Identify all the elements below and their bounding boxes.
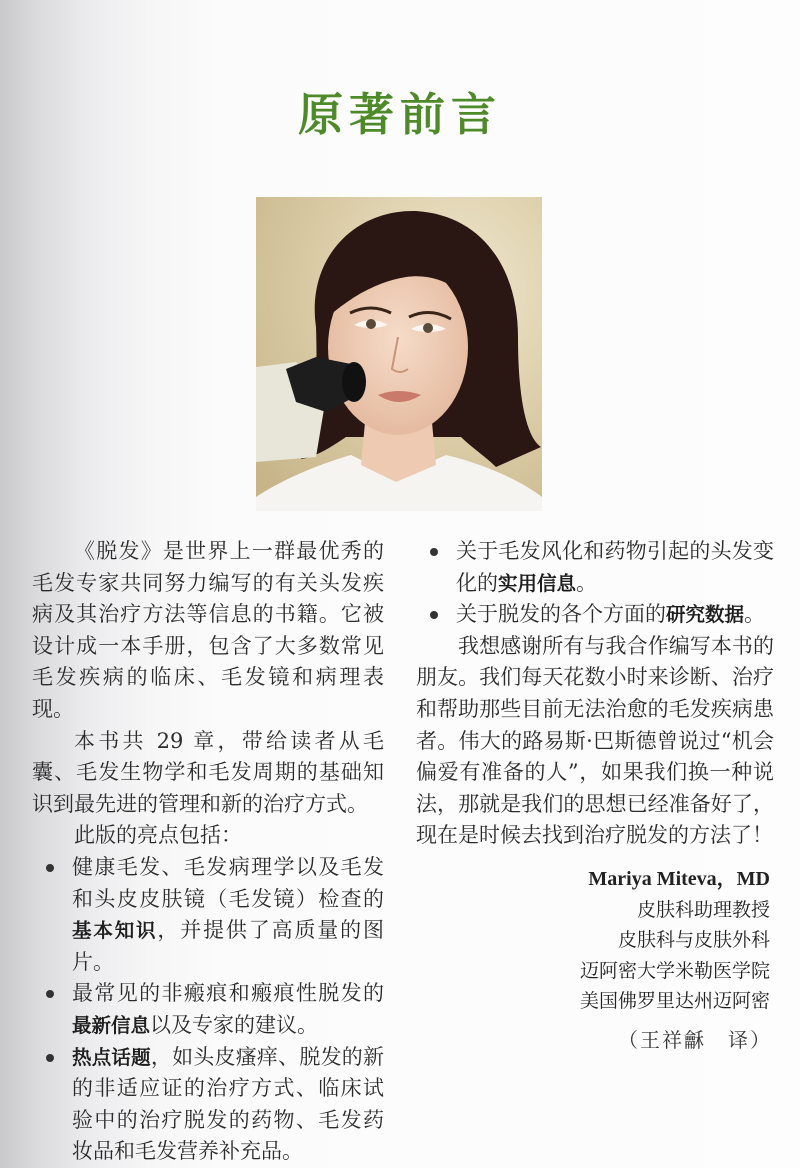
author-signature [450,864,770,1017]
bullet-icon [430,611,438,619]
author-department: 皮肤科与皮肤外科 [617,929,770,951]
bullet-icon [46,1054,54,1062]
author-name: Mariya Miteva，MD [588,868,770,890]
chapters-paragraph: 本书共 29 章，带给读者从毛囊、毛发生物学和毛发周期的基础知识到最先进的管理和新的治疗方式。 [32,728,384,816]
intro-paragraph: 《脱发》是世界上一群最优秀的毛发专家共同努力编写的有关头发疾病及其治疗方法等信息的书籍。它被设计成一本手册，包含了大多数常见毛发疾病的临床、毛发镜和病理表现。 [32,539,384,721]
portrait-photo-icon [256,197,542,511]
bullet-item: 热点话题，如头皮瘙痒、脱发的新的非适应证的治疗方式、临床试验中的治疗脱发的药物、毛发药妆品和毛发营养补充品。 [32,1042,384,1168]
bullet-item: 最常见的非瘢痕和瘢痕性脱发的最新信息以及专家的建议。 [32,978,384,1041]
bullet-icon [46,990,54,998]
author-institution: 迈阿密大学米勒医学院 [579,959,770,982]
thanks-paragraph: 我想感谢所有与我合作编写本书的朋友。我们每天花数小时来诊断、治疗和帮助那些目前无法治愈的毛发疾病患者。伟大的路易斯·巴斯德曾说过“机会偏爱有准备的人”，如果我们换一种说法，那就是我们的思想已经准备好了，现在是时候去找到治疗脱发的方法了！ [416,633,774,848]
translator-credit: （王祥龢 译） [618,1028,772,1052]
bullet-item: 关于脱发的各个方面的研究数据。 [416,599,774,631]
left-column [32,536,384,1168]
author-location: 美国佛罗里达州迈阿密 [579,990,770,1012]
bullet-item: 关于毛发风化和药物引起的头发变化的实用信息。 [416,536,774,599]
bullet-icon [430,548,438,556]
bullet-item: 健康毛发、毛发病理学以及毛发和头皮皮肤镜（毛发镜）检查的基本知识，并提供了高质量的图片。 [32,852,384,978]
bullet-icon [46,864,54,872]
highlights-heading: 此版的亮点包括： [74,823,242,848]
right-column [416,536,774,852]
author-title: 皮肤科助理教授 [636,898,770,921]
page-title: 原著前言 [297,88,502,141]
